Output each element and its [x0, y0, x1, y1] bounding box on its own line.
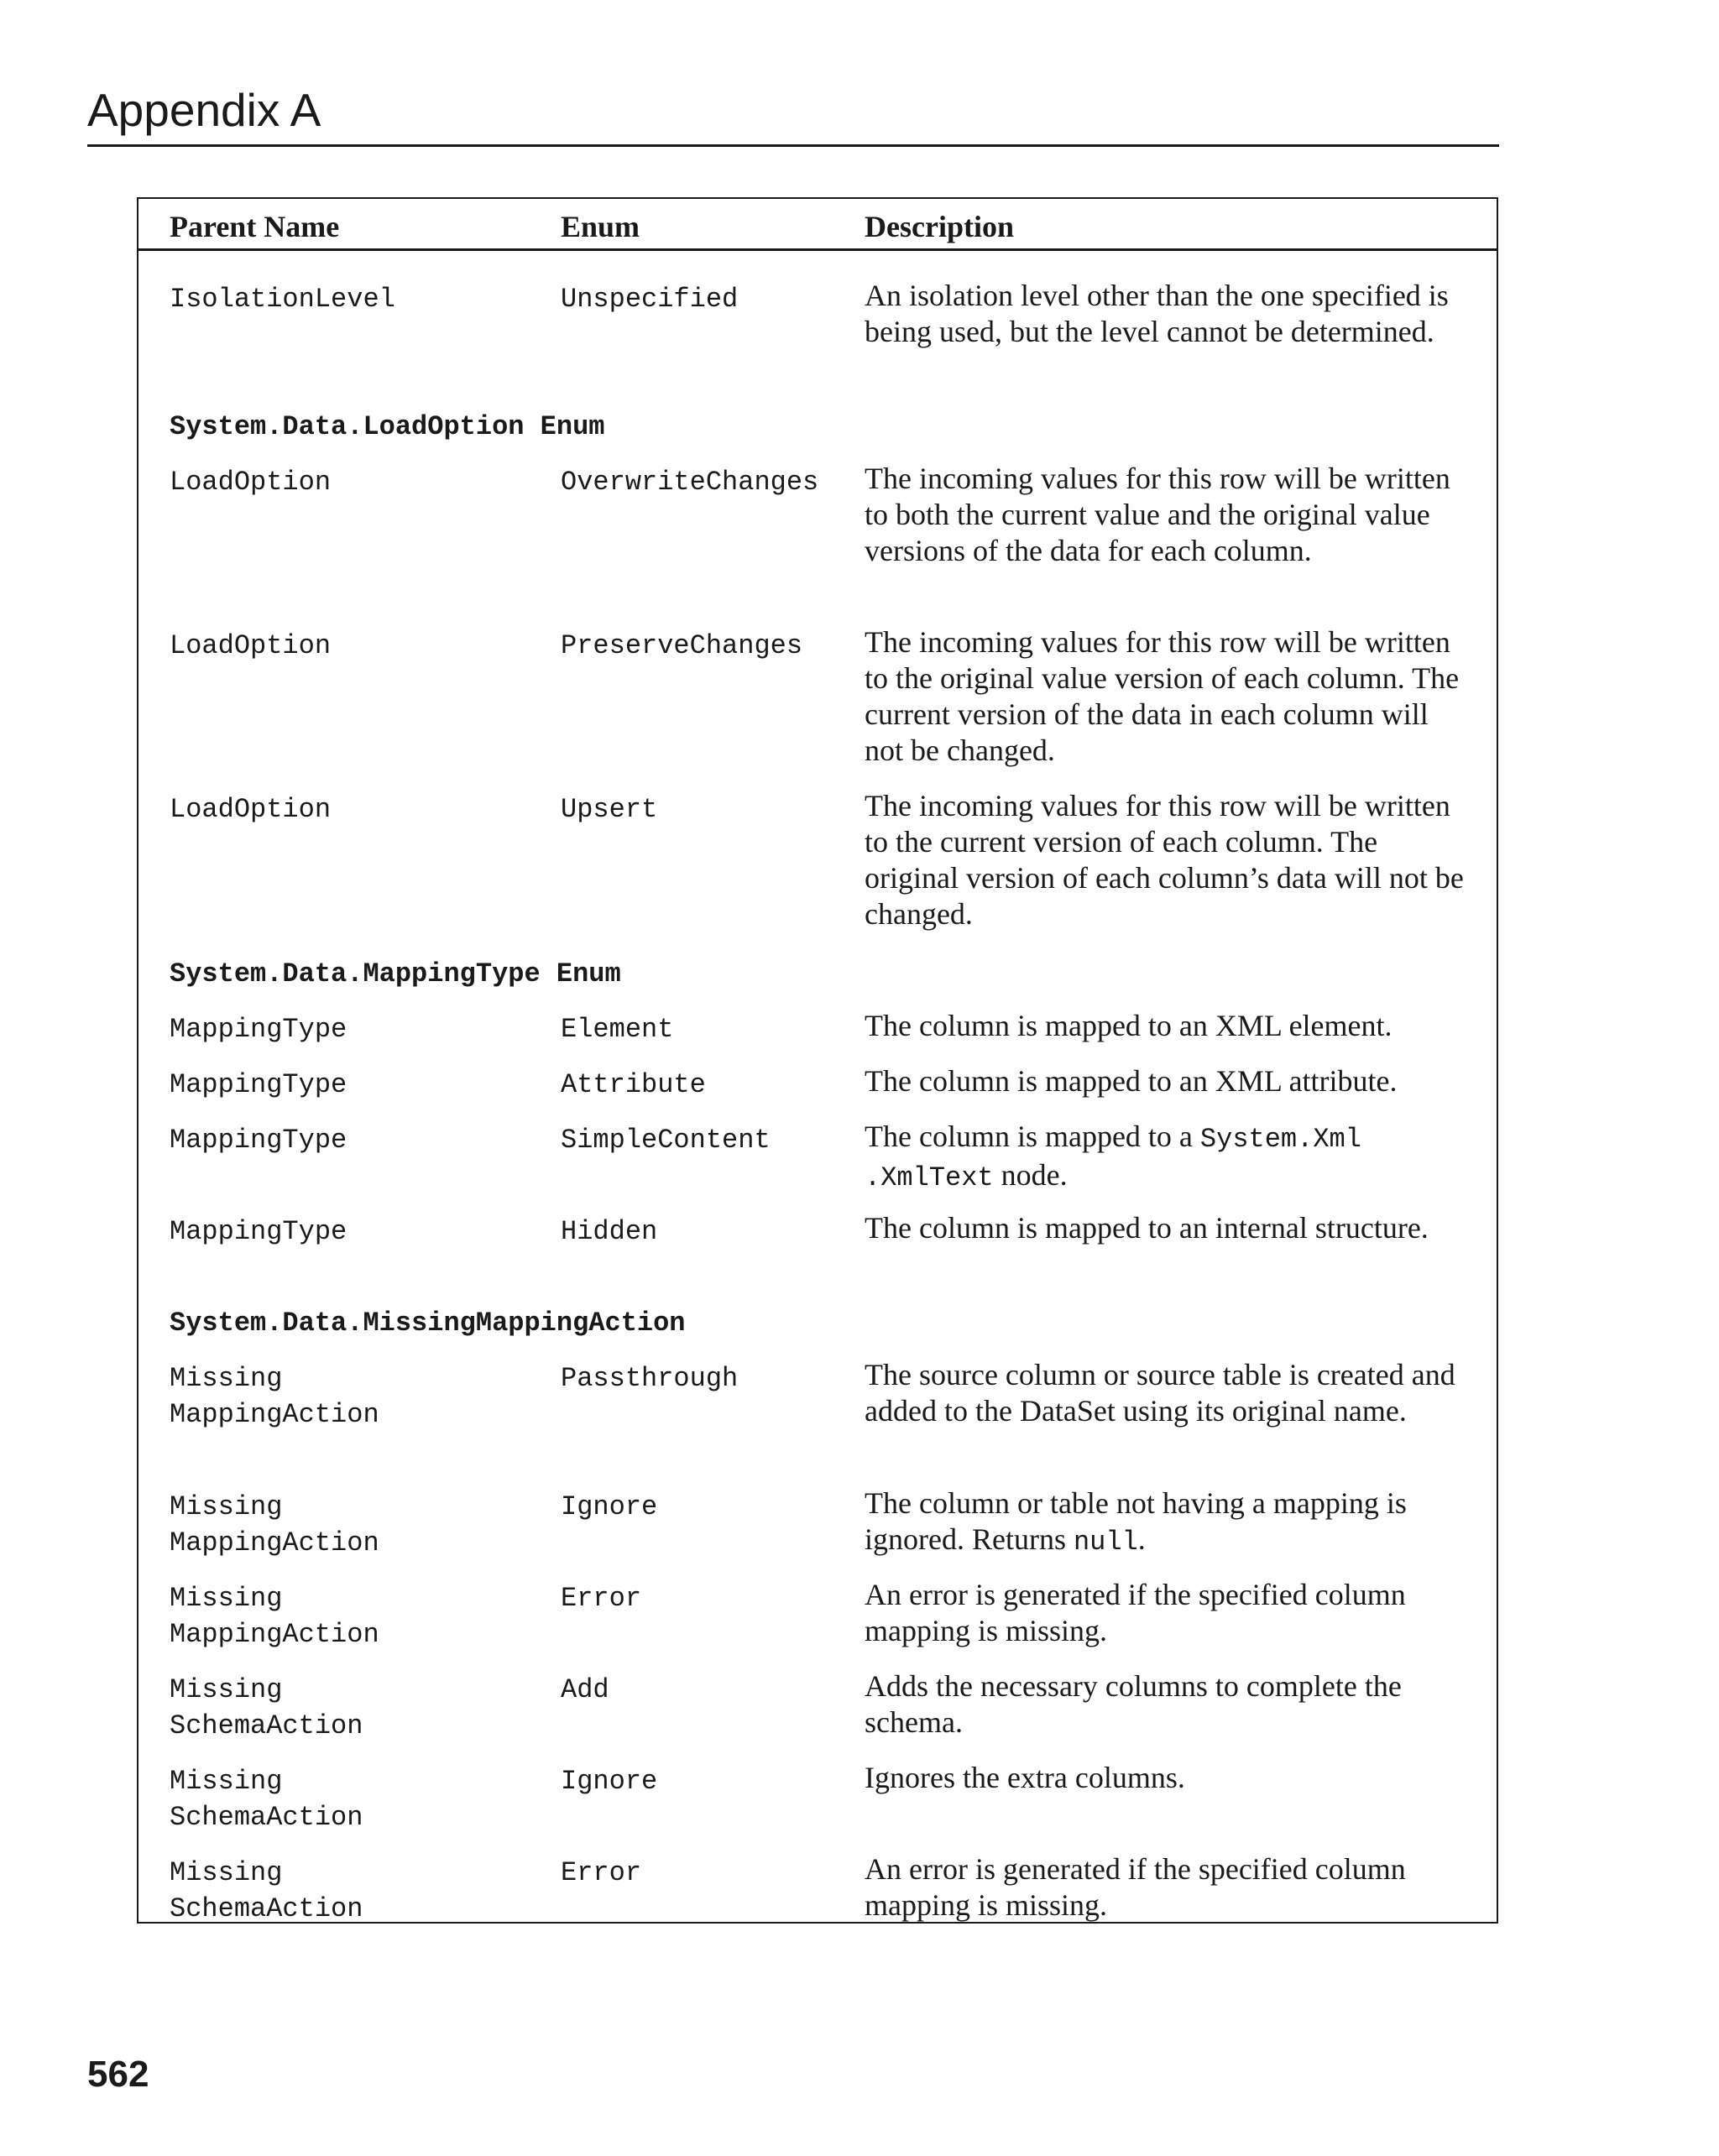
column-header-parent-name: Parent Name: [170, 210, 340, 243]
table-header-rule: [137, 248, 1498, 251]
description-cell: The column is mapped to an XML element.: [865, 1009, 1392, 1042]
description-cell: An error is generated if the specified column mapping is missing.: [865, 1578, 1406, 1647]
enum-cell: Unspecified: [561, 284, 739, 315]
enum-cell: Upsert: [561, 794, 658, 825]
enum-cell: Element: [561, 1014, 674, 1045]
parent-name-cell: LoadOption: [170, 630, 332, 661]
section-heading: System.Data.MappingType Enum: [170, 958, 621, 989]
header-rule: [87, 144, 1499, 147]
enum-cell: Error: [561, 1583, 642, 1614]
description-text: The column or table not having a mapping is ignored. Returns: [865, 1486, 1407, 1556]
parent-name-cell: LoadOption: [170, 467, 332, 498]
parent-name-cell: Missing SchemaAction: [170, 1674, 363, 1741]
parent-name-cell: IsolationLevel: [170, 284, 395, 315]
description-cell: [865, 1485, 1469, 1560]
parent-name-cell: MappingType: [170, 1014, 347, 1045]
column-header-enum: Enum: [561, 210, 640, 243]
description-cell: An isolation level other than the one specified is being used, but the level cannot be determined.: [865, 279, 1449, 348]
description-text: node.: [993, 1158, 1068, 1192]
description-text: .: [1137, 1522, 1146, 1556]
parent-name-cell: Missing MappingAction: [170, 1491, 379, 1558]
enum-cell: Ignore: [561, 1766, 658, 1797]
column-header-description: Description: [865, 210, 1014, 243]
parent-name-cell: Missing SchemaAction: [170, 1766, 363, 1833]
parent-name-cell: Missing MappingAction: [170, 1583, 379, 1650]
enum-cell: Attribute: [561, 1069, 706, 1100]
enum-cell: Error: [561, 1857, 642, 1888]
enum-cell: Passthrough: [561, 1363, 739, 1394]
enum-cell: OverwriteChanges: [561, 467, 819, 498]
description-cell: Ignores the extra columns.: [865, 1761, 1185, 1794]
description-cell: The incoming values for this row will be written to the original value version of each column. The current version of the data in each column will not be changed.: [865, 625, 1460, 767]
section-heading: System.Data.MissingMappingAction: [170, 1308, 686, 1339]
code-fragment: null: [1073, 1527, 1138, 1558]
description-cell: The incoming values for this row will be written to the current version of each column. The original version of each column’s data will not be changed.: [865, 789, 1464, 931]
code-fragment: System.Xml .XmlText: [865, 1124, 1361, 1193]
description-cell: The column is mapped to an XML attribute.: [865, 1064, 1398, 1098]
description-cell: The source column or source table is created and added to the DataSet using its original name.: [865, 1358, 1455, 1428]
description-cell: [865, 1119, 1469, 1196]
enum-cell: SimpleContent: [561, 1125, 771, 1156]
enum-table: [137, 197, 1498, 1924]
description-cell: An error is generated if the specified column mapping is missing.: [865, 1852, 1406, 1922]
parent-name-cell: Missing SchemaAction: [170, 1857, 363, 1924]
parent-name-cell: LoadOption: [170, 794, 332, 825]
parent-name-cell: MappingType: [170, 1069, 347, 1100]
description-text: The column is mapped to a: [865, 1120, 1200, 1153]
description-cell: Adds the necessary columns to complete the schema.: [865, 1669, 1402, 1739]
description-cell: The column is mapped to an internal structure.: [865, 1211, 1429, 1245]
parent-name-cell: Missing MappingAction: [170, 1363, 379, 1430]
description-cell: The incoming values for this row will be written to both the current value and the original value versions of the data for each column.: [865, 462, 1450, 567]
parent-name-cell: MappingType: [170, 1216, 347, 1247]
section-heading: System.Data.LoadOption Enum: [170, 411, 605, 442]
page-header-title: Appendix A: [87, 84, 321, 136]
enum-cell: Add: [561, 1674, 609, 1705]
enum-cell: Hidden: [561, 1216, 658, 1247]
page-number: 562: [87, 2054, 149, 2095]
enum-cell: PreserveChanges: [561, 630, 803, 661]
enum-cell: Ignore: [561, 1491, 658, 1522]
parent-name-cell: MappingType: [170, 1125, 347, 1156]
